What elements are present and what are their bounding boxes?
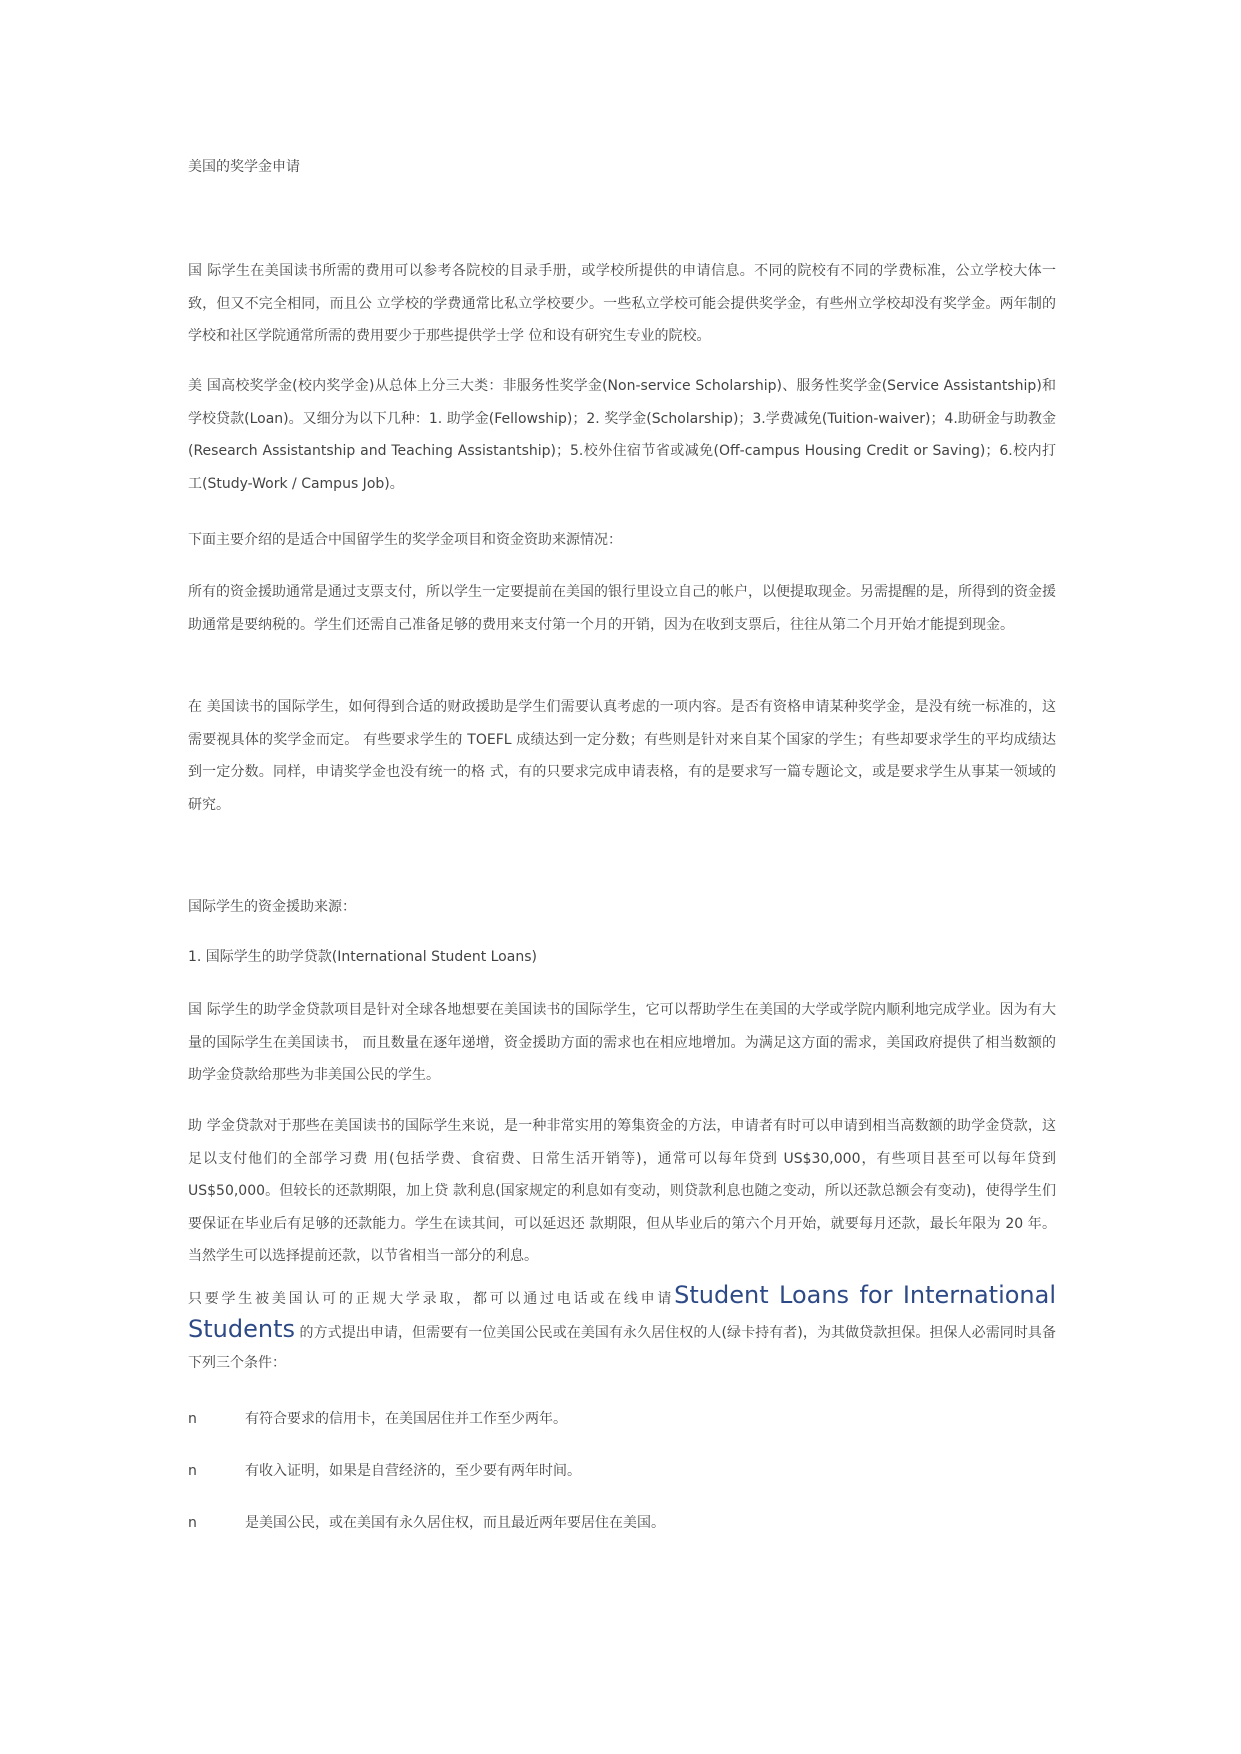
paragraph-scholarship-types: 美 国高校奖学金(校内奖学金)从总体上分三大类：非服务性奖学金(Non-service Scholarship)、服务性奖学金(Service Assistantship)和学校贷款(Loan)。又细分为以下几种：1. 助学金(Fellowship)；2. 奖学金(Scholarship)；3.学费减免(Tuition-waiver)；4.助研金与助教金(Research Assistantship and Teaching Assistantship)；5.校外住宿节省或减免(Off-campus Housing Credit or Saving)；6.校内打工(Study-Work / Campus Job)。	[188, 378, 1056, 492]
student-loans-link[interactable]: Student Loans for International Students	[188, 1281, 1057, 1343]
section-heading-student-loans: 1. 国际学生的助学贷款(International Student Loans)	[188, 949, 537, 965]
application-text-before: 只要学生被美国认可的正规大学录取，都可以通过电话或在线申请	[188, 1291, 675, 1307]
paragraph-check-payment: 所有的资金援助通常是通过支票支付，所以学生一定要提前在美国的银行里设立自己的帐户，以便提取现金。另需提醒的是，所得到的资金援助通常是要纳税的。学生们还需自己准备足够的费用来支付第一个月的开销，因为在收到支票后，往往从第二个月开始才能提到现金。	[188, 584, 1056, 633]
list-bullet: n	[188, 1463, 197, 1479]
list-item-text: 有收入证明，如果是自营经济的，至少要有两年时间。	[245, 1463, 581, 1479]
paragraph-eligibility: 在 美国读书的国际学生，如何得到合适的财政援助是学生们需要认真考虑的一项内容。是否有资格申请某种奖学金，是没有统一标准的，这需要视具体的奖学金而定。 有些要求学生的 TOEFL 成绩达到一定分数；有些则是针对来自某个国家的学生；有些却要求学生的平均成绩达到一定分数。同样，申请奖学金也没有统一的格 式，有的只要求完成申请表格，有的是要求写一篇专题论文，或是要求学生从事某一领域的研究。	[188, 699, 1056, 813]
document-page	[188, 0, 1056, 1754]
section-heading-aid-sources: 国际学生的资金援助来源：	[188, 899, 356, 915]
list-item-text: 有符合要求的信用卡，在美国居住并工作至少两年。	[245, 1411, 567, 1427]
list-bullet: n	[188, 1515, 197, 1531]
paragraph-tuition-costs: 国 际学生在美国读书所需的费用可以参考各院校的目录手册，或学校所提供的申请信息。不同的院校有不同的学费标准，公立学校大体一致，但又不完全相同，而且公 立学校的学费通常比私立学校要少。一些私立学校可能会提供奖学金，有些州立学校却没有奖学金。两年制的学校和社区学院通常所需的费用要少于那些提供学士学 位和设有研究生专业的院校。	[188, 263, 1056, 344]
paragraph-loan-details: 助 学金贷款对于那些在美国读书的国际学生来说，是一种非常实用的筹集资金的方法，申请者有时可以申请到相当高数额的助学金贷款，这足以支付他们的全部学习费 用(包括学费、食宿费、日常生活开销等)，通常可以每年贷到 US$30,000，有些项目甚至可以每年贷到 US$50,000。但较长的还款期限，加上贷 款利息(国家规定的利息如有变动，则贷款利息也随之变动，所以还款总额会有变动)，使得学生们要保证在毕业后有足够的还款能力。学生在读其间，可以延迟还 款期限，但从毕业后的第六个月开始，就要每月还款，最长年限为 20 年。当然学生可以选择提前还款，以节省相当一部分的利息。	[188, 1118, 1056, 1264]
document-title: 美国的奖学金申请	[188, 159, 300, 175]
paragraph-loan-program: 国 际学生的助学金贷款项目是针对全球各地想要在美国读书的国际学生，它可以帮助学生在美国的大学或学院内顺利地完成学业。因为有大量的国际学生在美国读书， 而且数量在逐年递增，资金援助方面的需求也在相应地增加。为满足这方面的需求，美国政府提供了相当数额的助学金贷款给那些为非美国公民的学生。	[188, 1002, 1056, 1083]
list-bullet: n	[188, 1411, 197, 1427]
application-text-after: 的方式提出申请，但需要有一位美国公民或在美国有永久居住权的人(绿卡持有者)，为其做贷款担保。担保人必需同时具备下列三个条件：	[188, 1325, 1056, 1371]
paragraph-application	[188, 1280, 1056, 1378]
list-item-text: 是美国公民，或在美国有永久居住权，而且最近两年要居住在美国。	[245, 1515, 665, 1531]
paragraph-intro-sources: 下面主要介绍的是适合中国留学生的奖学金项目和资金资助来源情况：	[188, 532, 622, 548]
